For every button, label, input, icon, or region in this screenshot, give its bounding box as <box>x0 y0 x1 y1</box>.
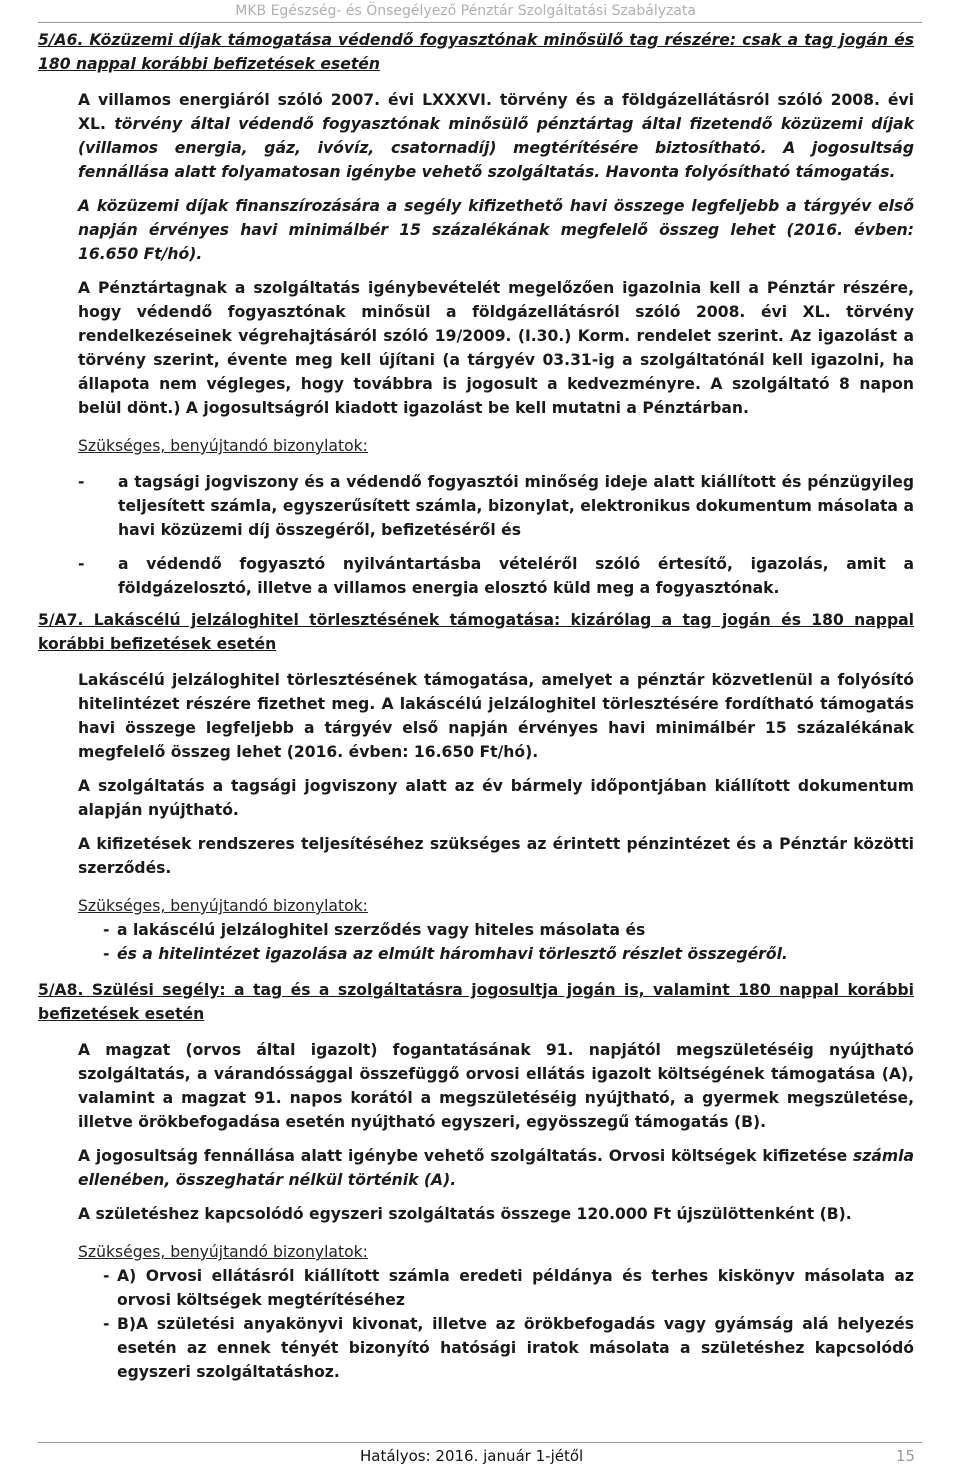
footer-rule <box>38 1442 922 1443</box>
section-a7-paragraph-3: A kifizetések rendszeres teljesítéséhez szükséges az érintett pénzintézet és a Pénztár közötti szerződés. <box>78 835 914 877</box>
section-a8-requirement-item <box>103 1264 914 1312</box>
section-a6-paragraph-1-upright: A villamos energiáról szóló 2007. évi LXXXVI. törvény és a földgázellátásról szóló 2008. évi XL. <box>78 91 914 133</box>
section-a8 <box>38 978 914 1384</box>
document-body <box>38 28 914 1384</box>
list-dash: - <box>103 1267 110 1285</box>
list-dash: - <box>103 1315 110 1333</box>
section-a6-requirements-label: Szükséges, benyújtandó bizonylatok: <box>78 437 368 455</box>
section-a6-requirement-item <box>78 552 914 600</box>
list-dash: - <box>78 555 85 573</box>
footer-effective-date: Hatályos: 2016. január 1-jétől <box>360 1447 584 1465</box>
section-a7-requirements-label: Szükséges, benyújtandó bizonylatok: <box>78 897 368 915</box>
section-a6 <box>38 28 914 600</box>
section-a8-paragraph-2 <box>78 1144 914 1192</box>
section-a8-paragraph-2-upright: A jogosultság fennállása alatt igénybe vehető szolgáltatás. Orvosi költségek kifizetése <box>78 1147 848 1165</box>
section-a7-requirement-item <box>103 918 914 942</box>
section-a7-paragraph-1: Lakáscélú jelzáloghitel törlesztésének támogatása, amelyet a pénztár közvetlenül a folyósító hitelintézet részére fizethet meg. A lakáscélú jelzáloghitel törlesztésére fordítható támogatás havi összege legfeljebb a tárgyév első napján érvényes havi minimálbér 15 százalékának megfelelő összeg lehet (2016. évben: 16.650 Ft/hó). <box>78 671 914 761</box>
list-dash: - <box>103 921 110 939</box>
section-a7 <box>38 608 914 966</box>
requirement-text: és a hitelintézet igazolása az elmúlt háromhavi törlesztő részlet összegéről. <box>117 945 788 963</box>
list-dash: - <box>103 945 110 963</box>
section-a6-paragraph-2: A közüzemi díjak finanszírozására a segély kifizethető havi összege legfeljebb a tárgyév első napján érvényes havi minimálbér 15 százalékának megfelelő összeg lehet (2016. évben: 16.650 Ft/hó). <box>78 197 914 263</box>
list-dash: - <box>78 473 85 491</box>
section-a8-paragraph-1: A magzat (orvos által igazolt) fogantatásának 91. napjától megszületéséig nyújtható szolgáltatás, a várandóssággal összefüggő orvosi ellátás igazolt költségének támogatása (A), valamint a magzat 91. napos korától a megszületéséig nyújtható, a gyermek megszületése, illetve örökbefogadása esetén nyújtható egyszeri, egyösszegű támogatás (B). <box>78 1041 914 1131</box>
requirement-text: a lakáscélú jelzáloghitel szerződés vagy hiteles másolata és <box>117 921 646 939</box>
header-rule <box>38 22 922 23</box>
section-a6-requirement-item <box>78 470 914 542</box>
requirement-text: B)A születési anyakönyvi kivonat, illetve az örökbefogadás vagy gyámság alá helyezés esetén az ennek tényét bizonyító hatósági iratok másolata a születéshez kapcsolódó egyszeri szolgáltatáshoz. <box>117 1315 914 1381</box>
requirement-text: a tagsági jogviszony és a védendő fogyasztói minőség ideje alatt kiállított és pénzügyileg teljesített számla, egyszerűsített számla, bizonylat, elektronikus dokumentum másolata a havi közüzemi díj összegéről, befizetéséről és <box>118 473 914 539</box>
page-number: 15 <box>895 1447 915 1465</box>
section-a8-paragraph-3: A születéshez kapcsolódó egyszeri szolgáltatás összege 120.000 Ft újszülöttenként (B). <box>78 1205 852 1223</box>
section-a7-requirement-item <box>103 942 914 966</box>
section-a6-paragraph-3: A Pénztártagnak a szolgáltatás igénybevételét megelőzően igazolnia kell a Pénztár részére, hogy védendő fogyasztónak minősül a földgázellátásról szóló 2008. évi XL. törvény rendelkezéseinek végrehajtásáról szóló 19/2009. (I.30.) Korm. rendelet szerint. Az igazolást a törvény szerint, évente meg kell újítani (a tárgyév 03.31-ig a szolgáltatónál kell igazolni, ha állapota nem végleges, hogy továbbra is jogosult a kedvezményre. A szolgáltató 8 napon belül dönt.) A jogosultságról kiadott igazolást be kell mutatni a Pénztárban. <box>78 279 914 417</box>
section-a6-paragraph-1-italic: törvény által védendő fogyasztónak minősülő pénztártag által fizetendő közüzemi díjak (villamos energia, gáz, ivóvíz, csatornadíj) megtérítésére biztosítható. A jogosultság fennállása alatt folyamatosan igénybe vehető szolgáltatás. Havonta folyósítható támogatás. <box>78 115 914 181</box>
requirement-text: a védendő fogyasztó nyilvántartásba vételéről szóló értesítő, igazolás, amit a földgázelosztó, illetve a villamos energia elosztó küld meg a fogyasztónak. <box>118 555 914 597</box>
section-a7-heading: 5/A7. Lakáscélú jelzáloghitel törlesztésének támogatása: kizárólag a tag jogán és 180 nappal korábbi befizetések esetén <box>38 611 914 653</box>
section-a8-requirements-label: Szükséges, benyújtandó bizonylatok: <box>78 1243 368 1261</box>
section-a6-paragraph-1 <box>78 88 914 184</box>
section-a8-paragraph-2-italic: számla ellenében, összeghatár nélkül történik (A). <box>78 1147 914 1189</box>
section-a6-heading: 5/A6. Közüzemi díjak támogatása védendő fogyasztónak minősülő tag részére: csak a tag jogán és 180 nappal korábbi befizetések esetén <box>38 31 914 73</box>
section-a8-heading: 5/A8. Szülési segély: a tag és a szolgáltatásra jogosultja jogán is, valamint 180 nappal korábbi befizetések esetén <box>38 981 914 1023</box>
section-a8-requirement-item <box>103 1312 914 1384</box>
section-a7-paragraph-2: A szolgáltatás a tagsági jogviszony alatt az év bármely időpontjában kiállított dokumentum alapján nyújtható. <box>78 777 914 819</box>
requirement-text: A) Orvosi ellátásról kiállított számla eredeti példánya és terhes kiskönyv másolata az orvosi költségek megtérítéséhez <box>117 1267 914 1309</box>
running-header: MKB Egészség- és Önsegélyező Pénztár Szolgáltatási Szabályzata <box>235 3 696 19</box>
